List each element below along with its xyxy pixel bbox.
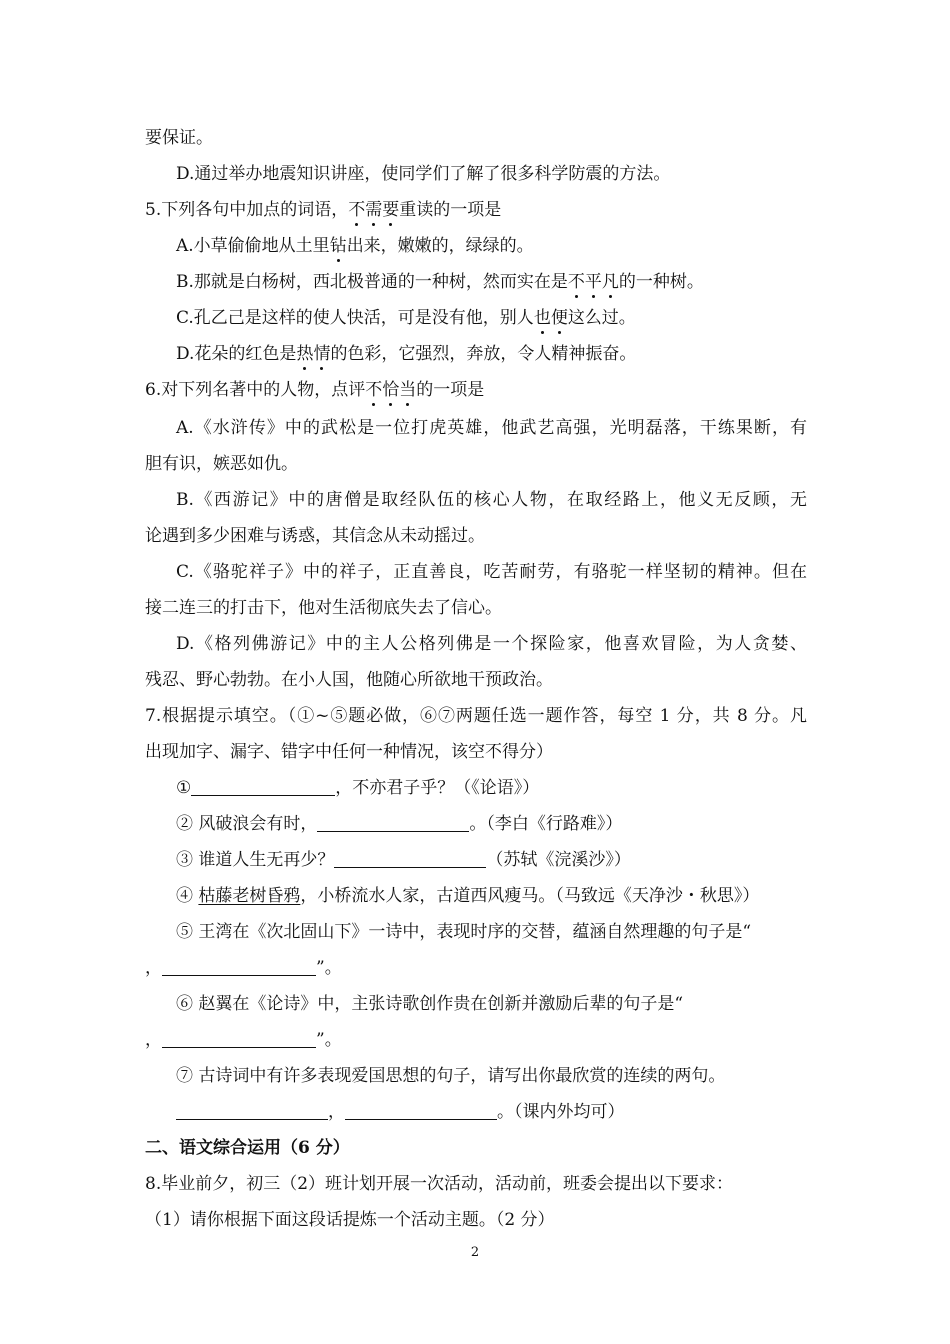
option-5a bbox=[176, 235, 534, 257]
fill-item-4 bbox=[176, 885, 759, 907]
text: 6.对下列名著中的人物，点评 bbox=[145, 380, 366, 400]
text: A.小草偷偷地从土里 bbox=[176, 236, 330, 256]
question-7-line1: 7.根据提示填空。（①~⑤题必做，⑥⑦两题任选一题作答，每空 1 分，共 8 分。凡 bbox=[145, 706, 807, 726]
option-4d bbox=[176, 163, 670, 185]
text: D.通过举办地震知识讲座，使同学们了解了很多科学防震的方法。 bbox=[176, 164, 671, 184]
text: 5.下列各句中加点的词语， bbox=[145, 200, 349, 220]
option-6c-line2: 接二连三的打击下，他对生活彻底失去了信心。 bbox=[145, 598, 502, 618]
answer-blank[interactable] bbox=[317, 813, 469, 832]
text: 的色彩，它强烈，奔放，令人精神振奋。 bbox=[330, 344, 637, 364]
page-number: 2 bbox=[470, 1245, 480, 1260]
fill-item-1 bbox=[176, 777, 539, 799]
dotted-char: 热 bbox=[296, 344, 314, 364]
text: 重读的一项是 bbox=[399, 200, 502, 220]
text: C.孔乙己是这样的使人快活，可是没有他，别人 bbox=[176, 308, 534, 328]
text: D.花朵的红色是 bbox=[176, 344, 297, 364]
text: 出来，嫩嫩的，绿绿的。 bbox=[346, 236, 534, 256]
question-7-line2: 出现加字、漏字、错字中任何一种情况，该空不得分） bbox=[145, 742, 553, 762]
option-6b-line1: B.《西游记》中的唐僧是取经队伍的核心人物，在取经路上，他义无反顾，无 bbox=[176, 490, 807, 510]
question-6 bbox=[145, 379, 484, 401]
text: 。（李白《行路难》） bbox=[469, 814, 623, 834]
section-2-heading: 二、语文综合运用（6 分） bbox=[145, 1138, 350, 1158]
dotted-char: 要 bbox=[382, 200, 400, 220]
answer-blank[interactable] bbox=[191, 777, 335, 796]
dotted-char: 需 bbox=[365, 200, 383, 220]
fill-item-7-line1: ⑦ 古诗词中有许多表现爱国思想的句子，请写出你最欣赏的连续的两句。 bbox=[176, 1066, 726, 1086]
text: 的一项是 bbox=[416, 380, 485, 400]
dotted-char: 不 bbox=[567, 272, 585, 292]
question-5 bbox=[145, 199, 501, 221]
option-6c-line1: C.《骆驼祥子》中的祥子，正直善良，吃苦耐劳，有骆驼一样坚韧的精神。但在 bbox=[176, 562, 807, 582]
option-5c bbox=[176, 307, 636, 329]
text: ④ bbox=[176, 886, 199, 906]
dotted-char: 凡 bbox=[601, 272, 619, 292]
option-5d bbox=[176, 343, 636, 365]
text: ③ 谁道人生无再少？ bbox=[176, 850, 335, 870]
answer-blank[interactable] bbox=[162, 957, 316, 976]
dotted-char: 情 bbox=[313, 344, 331, 364]
fill-item-5-line1: ⑤ 王湾在《次北固山下》一诗中，表现时序的交替，蕴涵自然理趣的句子是“ bbox=[176, 922, 752, 942]
dotted-char: 钻 bbox=[329, 236, 347, 256]
answer-blank[interactable] bbox=[162, 1029, 316, 1048]
answer-blank[interactable] bbox=[176, 1101, 328, 1120]
text: ② 风破浪会有时， bbox=[176, 814, 318, 834]
text: 。（课内外均可） bbox=[497, 1102, 625, 1122]
dotted-char: 恰 bbox=[382, 380, 400, 400]
text: ① bbox=[176, 778, 192, 798]
text-line bbox=[145, 127, 213, 149]
text: ， bbox=[328, 1102, 345, 1122]
text: B.那就是白杨树，西北极普通的一种树，然而实在是 bbox=[176, 272, 568, 292]
text: ”。 bbox=[316, 1030, 342, 1050]
fill-item-7-line2 bbox=[176, 1101, 625, 1123]
fill-item-6-line1: ⑥ 赵翼在《论诗》中，主张诗歌创作贵在创新并激励后辈的句子是“ bbox=[176, 994, 684, 1014]
dotted-char: 不 bbox=[348, 200, 366, 220]
text: ， bbox=[145, 1030, 162, 1050]
underlined-text: 枯藤老树昏鸦 bbox=[198, 886, 301, 906]
dotted-char: 不 bbox=[365, 380, 383, 400]
text: ”。 bbox=[316, 958, 342, 978]
text: ，小桥流水人家，古道西风瘦马。（马致远《天净沙・秋思》） bbox=[300, 886, 760, 906]
fill-item-6-line2 bbox=[145, 1029, 342, 1051]
text: （苏轼《浣溪沙》） bbox=[486, 850, 631, 870]
text: 这么过。 bbox=[567, 308, 636, 328]
option-6a-line2: 胆有识，嫉恶如仇。 bbox=[145, 454, 298, 474]
fill-item-3 bbox=[176, 849, 631, 871]
option-6b-line2: 论遇到多少困难与诱惑，其信念从未动摇过。 bbox=[145, 526, 485, 546]
answer-blank[interactable] bbox=[345, 1101, 497, 1120]
question-8-part-1: （1）请你根据下面这段话提炼一个活动主题。（2 分） bbox=[145, 1210, 555, 1230]
text: 的一种树。 bbox=[618, 272, 704, 292]
question-8: 8.毕业前夕，初三（2）班计划开展一次活动，活动前，班委会提出以下要求： bbox=[145, 1174, 734, 1194]
text: 要保证。 bbox=[145, 128, 213, 148]
option-6a-line1: A.《水浒传》中的武松是一位打虎英雄，他武艺高强，光明磊落，干练果断，有 bbox=[176, 418, 807, 438]
dotted-char: 当 bbox=[399, 380, 417, 400]
fill-item-5-line2 bbox=[145, 957, 342, 979]
text: ，不亦君子乎？（《论语》） bbox=[335, 778, 540, 798]
option-6d-line1: D.《格列佛游记》中的主人公格列佛是一个探险家，他喜欢冒险，为人贪婪、 bbox=[176, 634, 807, 654]
text: ， bbox=[145, 958, 162, 978]
dotted-char: 也 bbox=[533, 308, 551, 328]
option-5b bbox=[176, 271, 704, 293]
answer-blank[interactable] bbox=[334, 849, 486, 868]
fill-item-2 bbox=[176, 813, 622, 835]
dotted-char: 便 bbox=[550, 308, 568, 328]
dotted-char: 平 bbox=[584, 272, 602, 292]
option-6d-line2: 残忍、野心勃勃。在小人国，他随心所欲地干预政治。 bbox=[145, 670, 553, 690]
